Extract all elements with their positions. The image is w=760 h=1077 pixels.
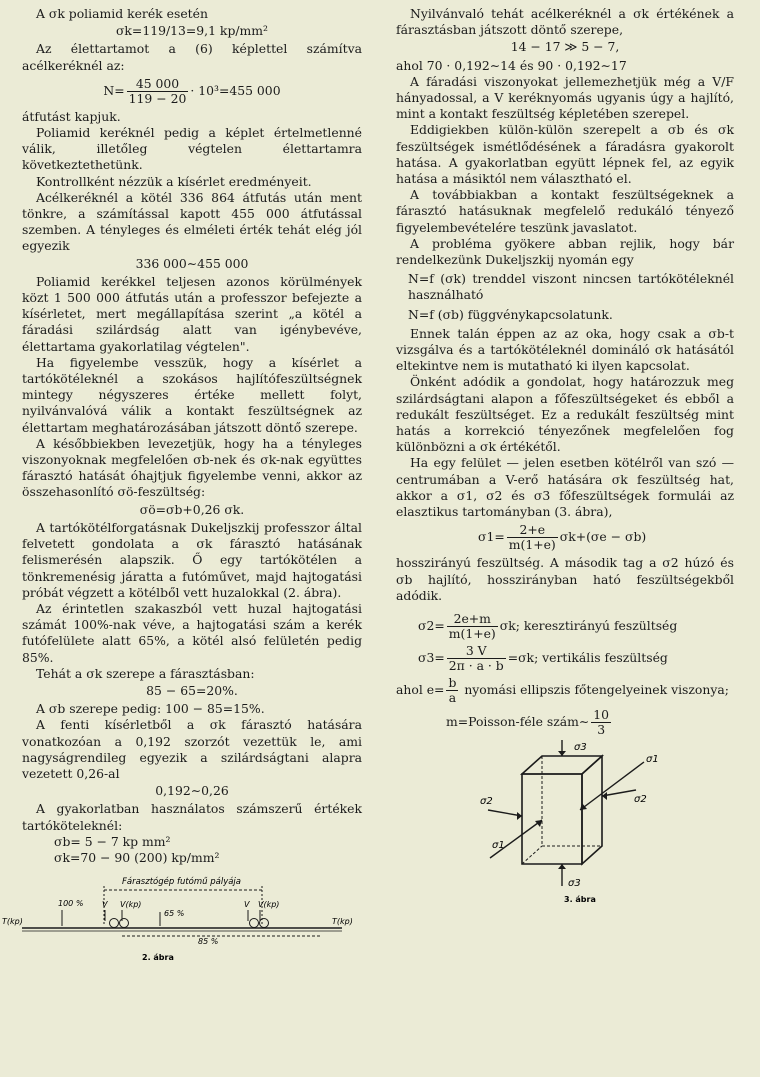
eq-suffix: σk; keresztirányú feszültség xyxy=(499,617,678,633)
value-line: σk=70 − 90 (200) kp/mm² xyxy=(54,849,220,865)
fraction xyxy=(447,644,506,673)
v-label: V xyxy=(244,900,250,910)
paragraph: Eddigiekben külön-külön szerepelt a σb és σk feszültségek ismétlődésének a fáradásra gyakorolt hatása. A gyakorlatban együtt lépnek fel, az egyik hatása a másiktól nem választható el. xyxy=(396,122,734,187)
paragraph: A probléma gyökere abban rejlik, hogy bár rendelkezünk Dukeljszkij nyomán egy xyxy=(396,235,734,268)
equation-m xyxy=(446,708,734,737)
equation: 0,192∼0,26 xyxy=(155,783,229,799)
value-line: σb= 5 − 7 kp mm² xyxy=(54,833,171,849)
stress-cube-diagram xyxy=(396,740,734,910)
track-label: Fárasztógép futómű pályája xyxy=(122,877,242,888)
paragraph: A σb szerepe pedig: 100 − 85=15%. xyxy=(36,701,265,717)
paragraph: Ennek talán éppen az az oka, hogy csak a σb-t vizsgálva és a tartókötéleknél domináló σk hatásától eltekintve nem is mutatható ki ilyen kapcsolat. xyxy=(396,325,734,374)
figure-3 xyxy=(396,740,734,914)
vkp-label: V(kp) xyxy=(120,900,142,910)
paragraph: A továbbiakban a kontakt feszültségeknek a fárasztó hatásuknak megfelelő redukáló tényező figyelembevételére teszünk javaslatot. xyxy=(396,187,734,235)
equation-sigma1 xyxy=(478,523,734,552)
percent-65-label: 65 % xyxy=(164,909,185,919)
eq-suffix: =σk; vertikális feszültség xyxy=(507,649,668,665)
eq-prefix: σ2= xyxy=(418,617,445,633)
equation: 336 000∼455 000 xyxy=(135,255,249,271)
numerator: 2e+m xyxy=(447,612,498,627)
fraction xyxy=(127,77,189,106)
equation: σk=119/13=9,1 kp/mm² xyxy=(115,23,269,39)
sigma2-arrow-left xyxy=(488,810,522,816)
percent-100-label: 100 % xyxy=(58,899,84,909)
paragraph: Tehát a σk szerepe a fárasztásban: xyxy=(36,665,255,681)
equation: σö=σb+0,26 σk. xyxy=(139,501,245,517)
cube-front xyxy=(522,774,582,864)
paragraph: Ha egy felület — jelen esetben kötélről van szó — centrumában a V-erő hatására σk feszültség hat, akkor a σ1, σ2 és σ3 főfeszültségek formulái az elasztikus tartományban (3. ábra), xyxy=(396,455,734,520)
equation-n xyxy=(22,77,362,106)
numerator: 3 V xyxy=(447,644,506,659)
t-right-label: T(kp) xyxy=(332,917,353,927)
paragraph: Ha figyelembe vesszük, hogy a kísérlet a tartókötéleknél a szokásos hajlítófeszültségnek mintegy négyszeres értéke mellett folyt, nyilvánvalóvá válik a kontakt feszültségnek az élettartam meghatározásában játszott döntő szerepe. xyxy=(22,354,362,435)
eq-prefix: σ1= xyxy=(478,529,505,545)
paragraph: Az élettartamot a (6) képlettel számítva acélkeréknél az: xyxy=(22,41,362,73)
denominator: m(1+e) xyxy=(448,625,496,641)
denominator: 119 − 20 xyxy=(128,90,187,106)
fraction xyxy=(447,612,498,641)
sigma2-arrow-right xyxy=(602,790,636,796)
sigma2-label: σ2 xyxy=(634,793,647,805)
paragraph: Nyilvánvaló tehát acélkeréknél a σk értékének a fárasztásban játszott döntő szerepe, xyxy=(396,6,734,38)
sigma3-label: σ3 xyxy=(568,877,581,889)
paragraph: Poliamid keréknél pedig a képlet értelmetlenné válik, illetőleg végtelen élettartamra következtethetünk. xyxy=(22,125,362,173)
figure-2-caption: 2. ábra xyxy=(142,953,174,963)
equation-sigma3 xyxy=(418,644,734,673)
sigma1-label: σ1 xyxy=(492,839,505,851)
fraction xyxy=(591,708,611,737)
formula-line: N=f (σb) függvénykapcsolatunk. xyxy=(408,306,613,322)
text-line: ahol 70 · 0,192∼14 és 90 · 0,192∼17 xyxy=(396,57,627,73)
paragraph: A fenti kísérletből a σk fárasztó hatására vonatkozóan a 0,192 szorzót vezettük le, ami nagyságrendileg egyezik a szilárdságtani alapra vezetett 0,26-al xyxy=(22,717,362,781)
arrowhead xyxy=(580,803,587,810)
paragraph: A későbbiekben levezetjük, hogy ha a tényleges viszonyoknak megfelelően σb-nek és σk-nak együttes fárasztó hatását óhajtjuk figyelembe venni, akkor az összehasonlító σö-feszültség: xyxy=(22,435,362,500)
wheel xyxy=(120,919,129,928)
eq-prefix: m=Poisson-féle szám∼ xyxy=(446,713,590,729)
paragraph: Önként adódik a gondolat, hogy határozzuk meg szilárdságtani alapon a főfeszültségeket és ebből a redukált feszültséget. Ez a redukált feszültség mint hatás a korrekció tényezőnek megfelelően fog különbözni a σk értékétől. xyxy=(396,374,734,455)
denominator: 2π · a · b xyxy=(448,657,504,673)
sigma1-arrow-left xyxy=(490,820,542,858)
cube-top xyxy=(522,756,602,774)
denominator: 3 xyxy=(597,721,606,737)
wheel xyxy=(110,919,119,928)
hidden-edge xyxy=(522,846,542,864)
right-column xyxy=(396,6,734,914)
fraction xyxy=(446,676,458,705)
wheel xyxy=(260,919,269,928)
formula-line: N=f (σk) trenddel viszont nincsen tartókötéleknél használható xyxy=(408,271,734,303)
paragraph: hosszirányú feszültség. A második tag a σ2 húzó és σb hajlító, hosszirányban ható feszültségekből adódik. xyxy=(396,555,734,603)
eq-suffix: · 10³=455 000 xyxy=(190,82,281,98)
denominator: a xyxy=(448,689,457,705)
sigma1-label: σ1 xyxy=(646,753,659,765)
paragraph: A tartókötélforgatásnak Dukeljszkij professzor által felvetett gondolata a σk fárasztó hatásának felismerésén alapszik. Ő egy tartókötélen a tönkremenésig járatta a futóművet, majd hajtogatási próbát végzett a kötélből vett huzalokkal (2. ábra). xyxy=(22,519,362,600)
v-label: V xyxy=(102,900,108,910)
vkp-label: V(kp) xyxy=(258,900,280,910)
paragraph: Az érintetlen szakaszból vett huzal hajtogatási számát 100%-nak véve, a hajtogatási szám a kerék futófelülete alatt 65%, a kötél alsó felületén pedig 85%. xyxy=(22,600,362,665)
text-line: A σk poliamid kerék esetén xyxy=(36,6,208,21)
figure-3-caption: 3. ábra xyxy=(564,894,596,904)
numerator: 10 xyxy=(593,706,610,722)
equation-sigma2 xyxy=(418,612,734,641)
paragraph: Kontrollként nézzük a kísérlet eredményeit. xyxy=(36,173,312,189)
eq-suffix: σk+(σe − σb) xyxy=(559,529,647,545)
rope-test-diagram xyxy=(2,866,362,966)
equation: 14 − 17 ≫ 5 − 7, xyxy=(510,39,620,55)
numerator: 45 000 xyxy=(127,77,189,92)
figure-2 xyxy=(2,866,362,970)
eq-suffix: nyomási ellipszis főtengelyeinek viszonya; xyxy=(460,681,729,697)
sigma3-label: σ3 xyxy=(574,741,587,753)
denominator: m(1+e) xyxy=(508,537,556,553)
eq-prefix: σ3= xyxy=(418,649,445,665)
text-line: átfutást kapjuk. xyxy=(22,108,121,124)
numerator: b xyxy=(448,674,457,690)
paragraph: Acélkeréknél a kötél 336 864 átfutás után ment tönkre, a számítással kapott 455 000 átfutással szemben. A tényleges és elméleti érték tehát elég jól egyezik xyxy=(22,189,362,254)
equation: 85 − 65=20%. xyxy=(146,682,238,698)
paragraph: A gyakorlatban használatos számszerű értékek tartóköteleknél: xyxy=(22,801,362,833)
paragraph: A fáradási viszonyokat jellemezhetjük még a V/F hányadossal, a V keréknyomás ugyanis úgy a hajlító, mint a kontakt feszültség képletében szerepel. xyxy=(396,73,734,122)
equation-e xyxy=(396,676,734,705)
cube-side xyxy=(582,756,602,864)
eq-prefix: ahol e= xyxy=(396,681,445,697)
fraction xyxy=(507,523,558,552)
numerator: 2+e xyxy=(507,523,558,538)
wheel xyxy=(250,919,259,928)
sigma2-label: σ2 xyxy=(480,795,493,807)
t-left-label: T(kp) xyxy=(2,917,23,927)
eq-prefix: N= xyxy=(103,82,125,98)
left-column xyxy=(2,6,362,970)
percent-85-label: 85 % xyxy=(198,937,219,947)
paragraph: Poliamid kerékkel teljesen azonos körülmények közt 1 500 000 átfutás után a professzor befejezte a kísérletet, mert megállapítása szerint „a kötél a fáradási szilárdság alatt van igénybevéve, élettartama gyakorlatilag végtelen". xyxy=(22,273,362,354)
